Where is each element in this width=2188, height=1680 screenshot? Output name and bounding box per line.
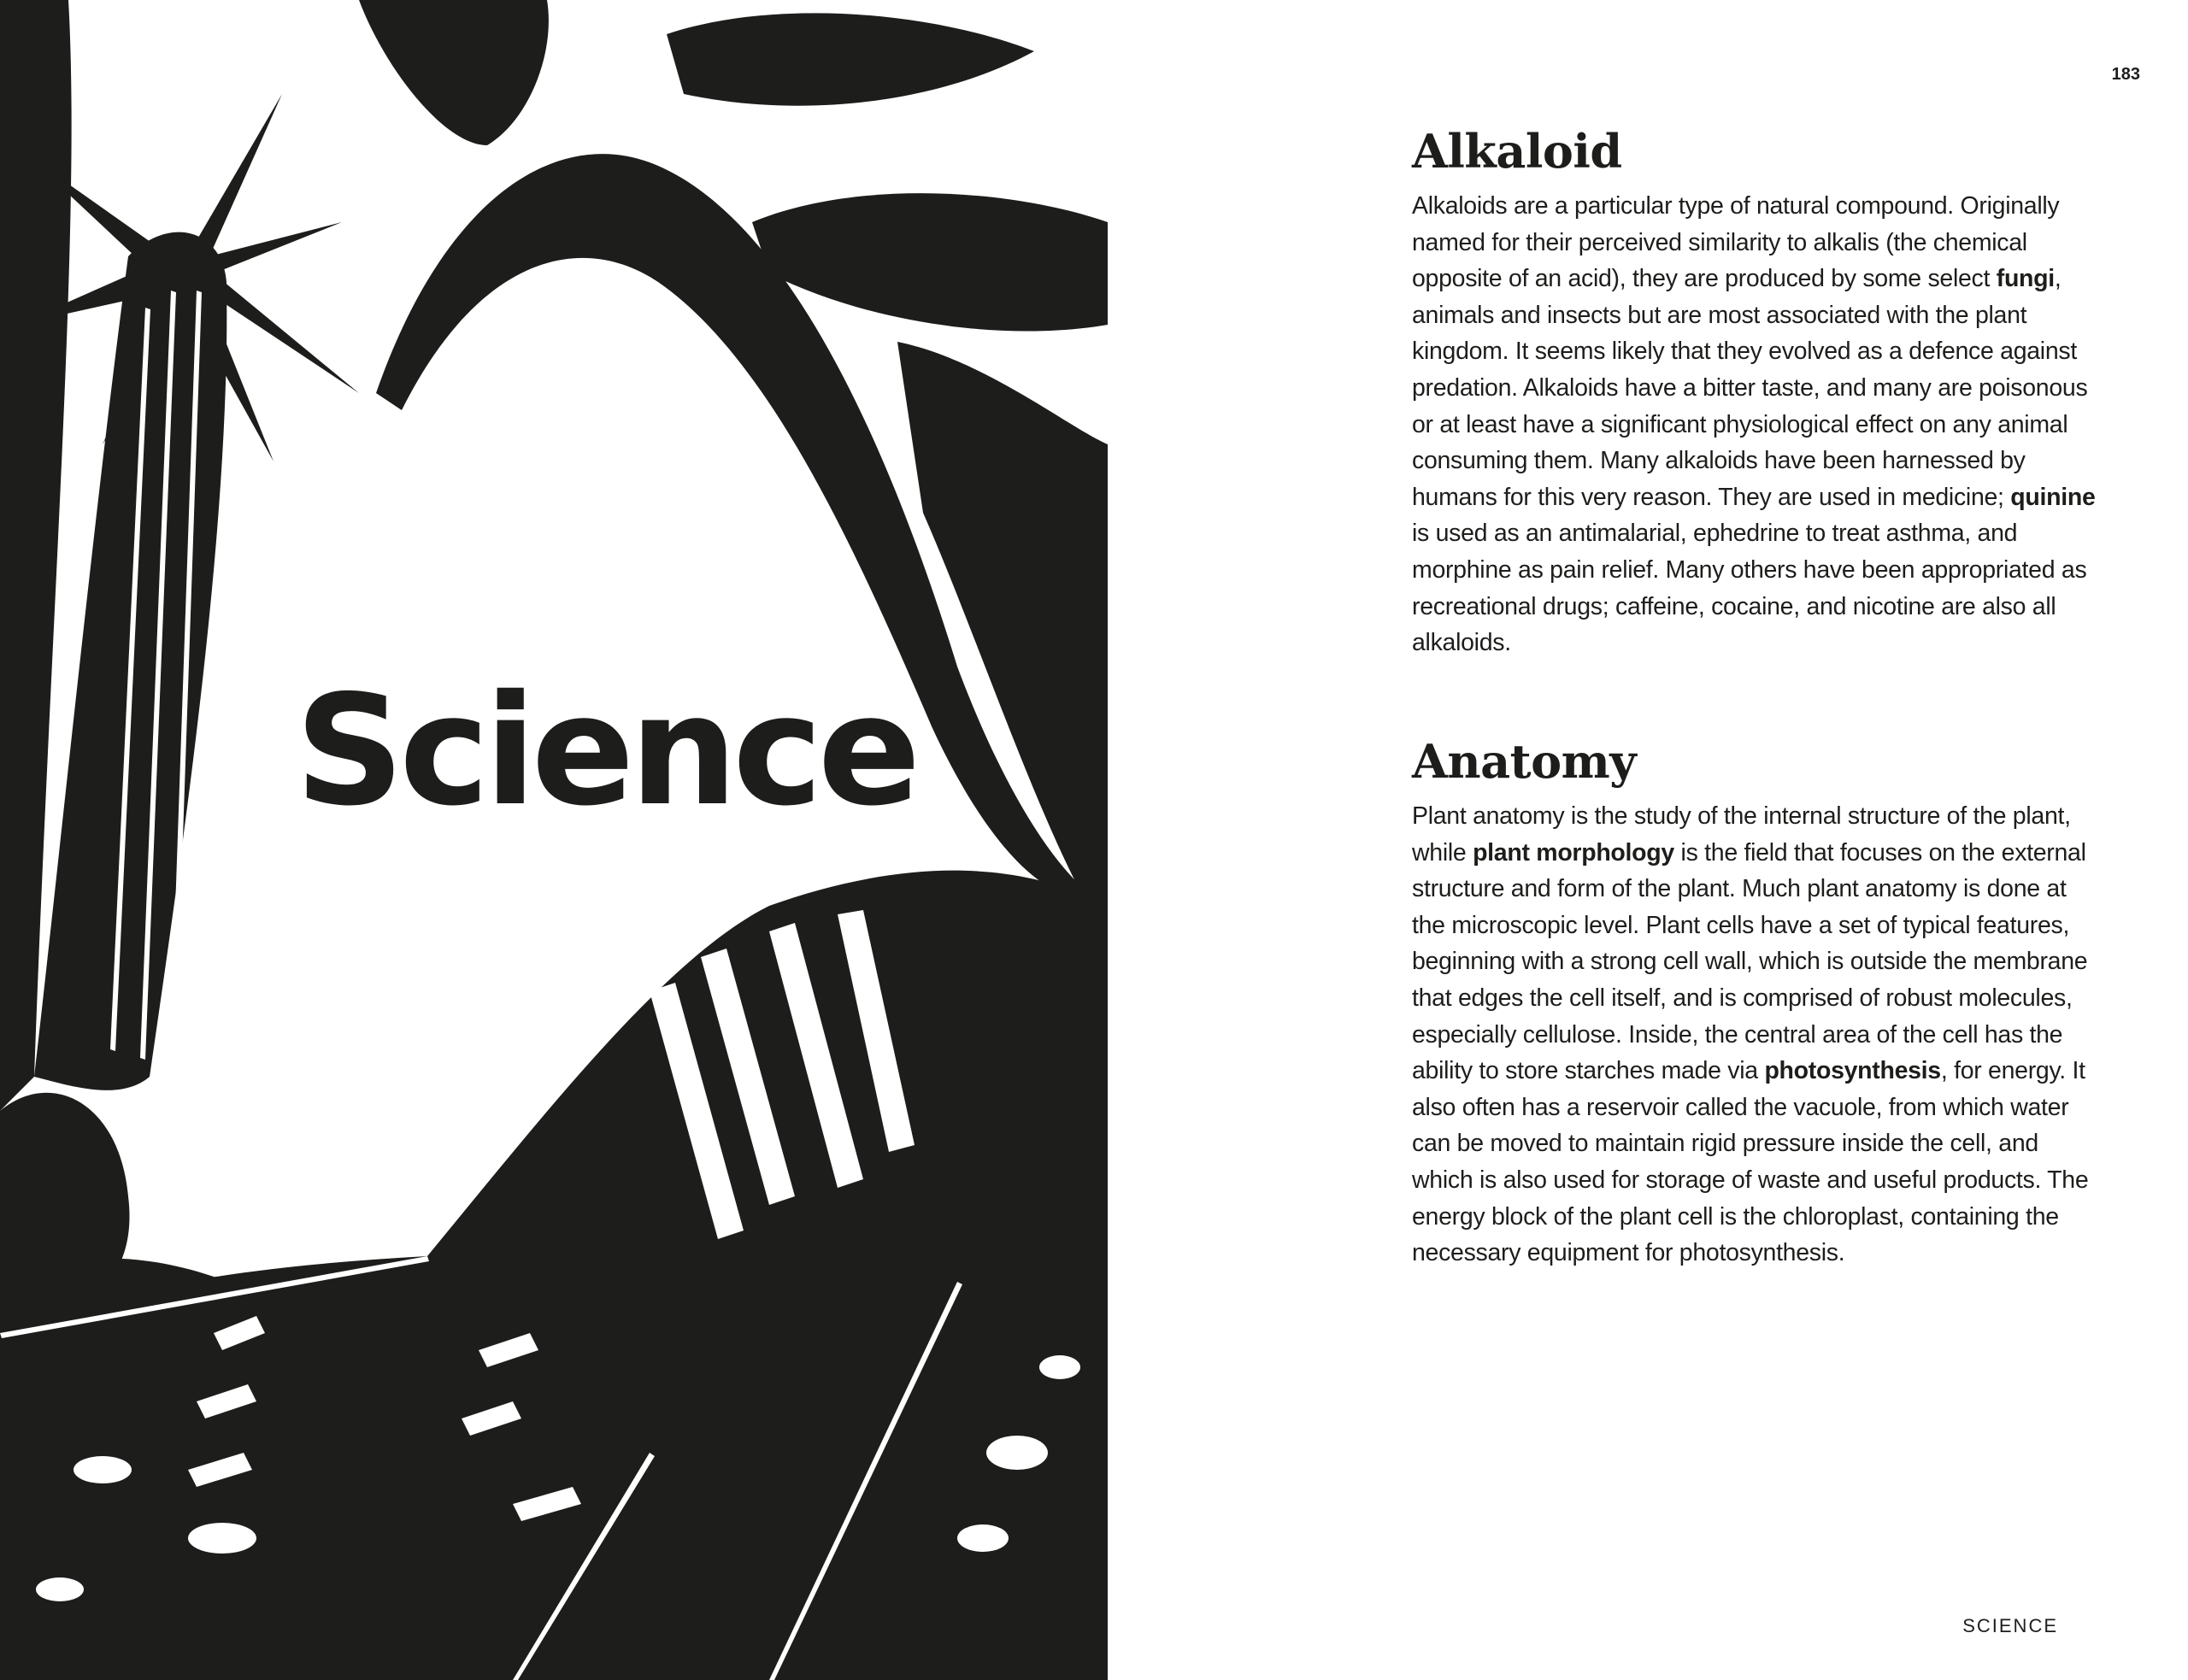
leaf-hole — [188, 1523, 256, 1554]
leaf-hole — [1039, 1355, 1080, 1379]
body-text: , animals and insects but are most associated with the plant kingdom. It seems likely that they evolved as a defence against predation. Alkaloids have a bitter taste, and many are poisonous or at least have a significant physiological effect on any animal consuming them. Many alkaloids have been harnessed by humans for this very reason. They are used in medicine; — [1412, 265, 2088, 511]
body-text: is the field that focuses on the external structure and form of the plant. Much plant anatomy is done at the microscopic level. Plant cells have a set of typical features, beginning with a strong cell wall, which is outside the membrane that edges the cell itself, and is comprised of robust molecules, especially cellulose. Inside, the central area of the cell has the ability to store starches made via — [1412, 838, 2088, 1085]
running-footer: SCIENCE — [1962, 1615, 2058, 1636]
entry-body — [1412, 798, 2096, 1272]
body-text: , for energy. It also often has a reservoir called the vacuole, from which water can be moved to maintain rigid pressure inside the cell, and which is also used for storage of waste and useful products. The energy block of the plant cell is the chloroplast, containing the necessary equipment for photosynthesis. — [1412, 1057, 2089, 1267]
entry-heading: Alkaloid — [1412, 124, 1622, 179]
body-text: Plant anatomy is the study of the internal structure of the plant, while — [1412, 802, 2071, 866]
leaf-hole — [74, 1456, 132, 1483]
top-leaf — [359, 0, 549, 145]
top-leaf-right — [667, 13, 1034, 105]
page-number: 183 — [2111, 65, 2140, 84]
entry-anatomy — [1412, 735, 2096, 1272]
body-text: Alkaloids are a particular type of natural compound. Originally named for their perceived similarity to alkalis (the chemical opposite of an acid), they are produced by some select — [1412, 192, 2060, 293]
cross-reference-term: plant morphology — [1473, 838, 1674, 866]
leaf-hole — [36, 1577, 84, 1601]
leaf-hole — [986, 1436, 1048, 1470]
body-text: is used as an antimalarial, ephedrine to treat asthma, and morphine as pain relief. Many others have been appropriated as recreational drugs; caffeine, cocaine, and nicotine are also all alkaloids. — [1412, 520, 2087, 657]
entry-alkaloid — [1412, 125, 2096, 661]
entry-heading: Anatomy — [1412, 734, 1637, 789]
cross-reference-term: quinine — [2010, 483, 2096, 511]
upper-right-leaf — [752, 193, 1108, 331]
section-title: Science — [295, 662, 916, 839]
leaf-hole — [957, 1524, 1009, 1552]
cross-reference-term: fungi — [1996, 265, 2055, 293]
right-page — [1108, 0, 2188, 1680]
entry-body — [1412, 188, 2096, 661]
cross-reference-term: photosynthesis — [1764, 1057, 1941, 1085]
